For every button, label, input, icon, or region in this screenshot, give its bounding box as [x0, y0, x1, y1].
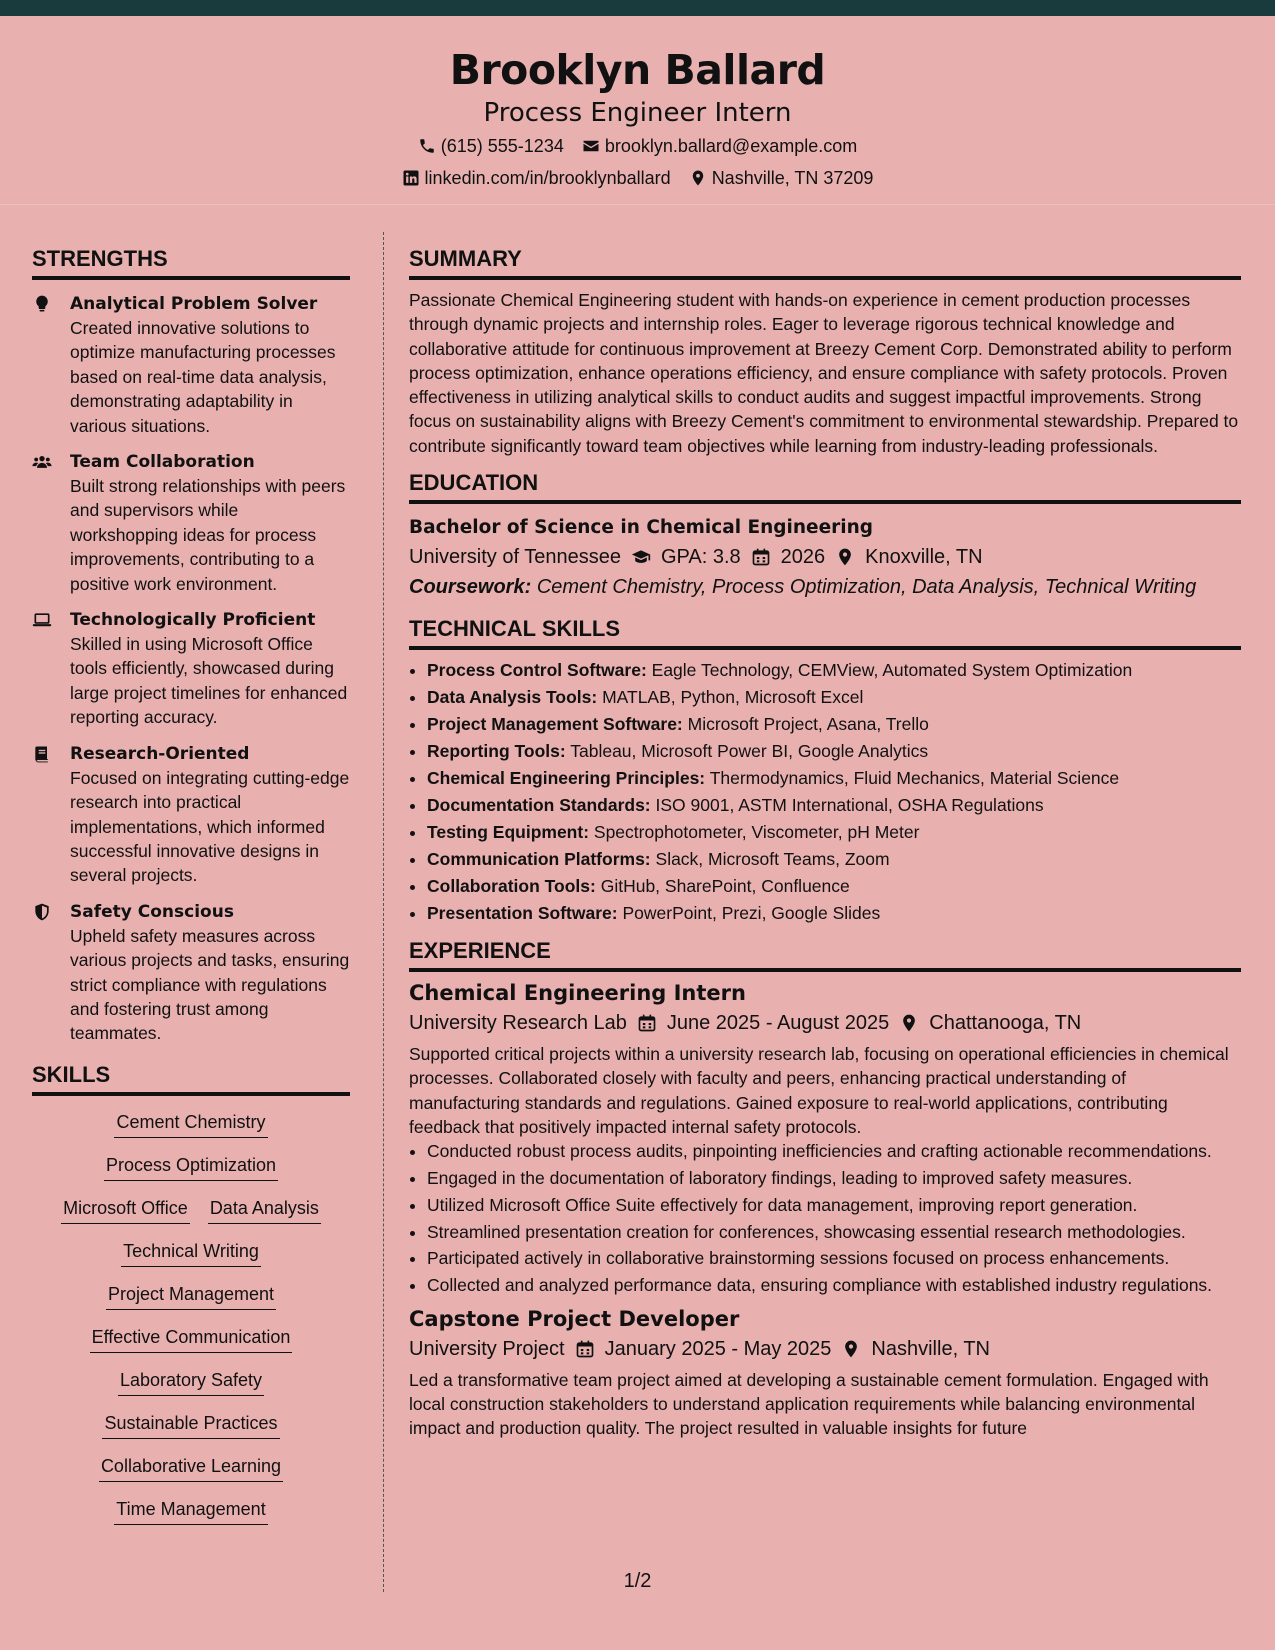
- phone-icon: [418, 137, 436, 155]
- skill-tag: Collaborative Learning: [99, 1452, 283, 1482]
- skill-value: Thermodynamics, Fluid Mechanics, Material Science: [709, 768, 1120, 789]
- strength-title: Research-Oriented: [70, 743, 250, 764]
- strength-item: [32, 292, 350, 438]
- skill-tag: Sustainable Practices: [102, 1409, 279, 1439]
- skill-tag: Data Analysis: [208, 1194, 321, 1224]
- contact-phone: [418, 130, 564, 162]
- lightbulb-icon: [32, 292, 70, 438]
- page-number: 1/2: [623, 1570, 652, 1592]
- calendar-icon: [637, 1013, 657, 1033]
- contact-location: [689, 162, 874, 194]
- contact-row-1: [0, 130, 1275, 162]
- linkedin-text[interactable]: linkedin.com/in/brooklynballard: [424, 168, 671, 188]
- strength-title: Technologically Proficient: [70, 610, 316, 631]
- skill-label: Collaboration Tools:: [427, 876, 596, 897]
- skill-label: Presentation Software:: [427, 903, 618, 924]
- laptop-icon: [32, 608, 70, 730]
- users-icon: [32, 450, 70, 596]
- list-item: [427, 685, 1241, 710]
- technical-skills-heading: TECHNICAL SKILLS: [409, 614, 1241, 650]
- grad-year: 2026: [780, 546, 826, 569]
- skill-label: Documentation Standards:: [427, 795, 651, 816]
- list-item: [427, 847, 1241, 872]
- skill-label: Communication Platforms:: [427, 849, 651, 870]
- job-meta: [409, 1334, 1241, 1364]
- list-item: • Conducted robust process audits, pinpointing inefficiencies and crafting actionable recommendations.: [427, 1139, 1241, 1163]
- school-name: University of Tennessee: [409, 546, 621, 569]
- list-item: • Engaged in the documentation of laboratory findings, leading to improved safety measures.: [427, 1166, 1241, 1190]
- list-item: [427, 874, 1241, 899]
- map-pin-icon: [841, 1339, 861, 1359]
- list-item: • Collected and analyzed performance data, ensuring compliance with established industry regulations.: [427, 1273, 1241, 1297]
- coursework-text: Cement Chemistry, Process Optimization, Data Analysis, Technical Writing: [536, 576, 1197, 599]
- list-item: • Participated actively in collaborative brainstorming sessions focused on process enhancements.: [427, 1246, 1241, 1270]
- skill-label: Chemical Engineering Principles:: [427, 768, 706, 789]
- location-text: Nashville, TN 37209: [711, 168, 874, 188]
- skill-value: Spectrophotometer, Viscometer, pH Meter: [593, 822, 920, 843]
- skill-value: MATLAB, Python, Microsoft Excel: [602, 687, 864, 708]
- strength-desc: Focused on integrating cutting-edge research into practical implementations, which informed successful innovative designs in several projects.: [70, 767, 350, 886]
- summary-text: Passionate Chemical Engineering student with hands-on experience in cement production processes through dynamic projects and internship roles. Eager to leverage rigorous technical knowledge and collaborative attitude for continuous improvement at Breezy Cement Corp. Demonstrated ability to perform process optimization, enhance operations efficiency, and ensure compliance with safety protocols. Proven effectiveness in utilizing analytical skills to conduct audits and suggest impactful improvements. Strong focus on sustainability aligns with Breezy Cement's commitment to environmental stewardship. Prepared to contribute significantly toward team objectives while learning from industry-leading professionals.: [409, 290, 1239, 456]
- job-meta: [409, 1008, 1241, 1038]
- linkedin-icon: [402, 169, 420, 187]
- strength-title: Analytical Problem Solver: [70, 294, 318, 314]
- skill-value: GitHub, SharePoint, Confluence: [600, 876, 850, 897]
- skill-value: PowerPoint, Prezi, Google Slides: [622, 903, 881, 924]
- list-item: [427, 766, 1241, 791]
- coursework: [409, 572, 1241, 602]
- skill-value: Eagle Technology, CEMView, Automated System Optimization: [651, 660, 1133, 681]
- job-title: Capstone Project Developer: [409, 1306, 740, 1331]
- job-location: Nashville, TN: [871, 1337, 990, 1360]
- resume-header: [0, 16, 1275, 205]
- map-pin-icon: [899, 1013, 919, 1033]
- skill-tag: Cement Chemistry: [114, 1108, 267, 1138]
- job-description: Supported critical projects within a university research lab, focusing on operational efficiencies in chemical processes. Collaborated closely with faculty and peers, enhancing practical understanding of manufacturing standards and regulations. Gained exposure to real-world applications, contributing feedback that positively impacted internal safety protocols.: [409, 1044, 1229, 1137]
- email-text[interactable]: brooklyn.ballard@example.com: [604, 136, 858, 156]
- list-item: [427, 901, 1241, 926]
- skill-tag: Process Optimization: [104, 1151, 278, 1181]
- skills-list: [32, 1108, 350, 1525]
- skills-heading: SKILLS: [32, 1060, 350, 1096]
- map-pin-icon: [689, 169, 707, 187]
- job-bullets: [409, 1139, 1241, 1297]
- technical-skills-list: [409, 658, 1241, 926]
- skill-label: Reporting Tools:: [427, 741, 566, 762]
- strengths-heading: STRENGTHS: [32, 244, 350, 280]
- strength-item: [32, 608, 350, 730]
- skill-value: Slack, Microsoft Teams, Zoom: [655, 849, 890, 870]
- job-dates: January 2025 - May 2025: [604, 1337, 832, 1360]
- job-location: Chattanooga, TN: [929, 1012, 1082, 1035]
- job-org: University Project: [409, 1337, 565, 1360]
- column-divider: [383, 232, 384, 1592]
- list-item: [427, 712, 1241, 737]
- skill-value: Tableau, Microsoft Power BI, Google Analytics: [570, 741, 929, 762]
- envelope-icon: [582, 137, 600, 155]
- skill-label: Project Management Software:: [427, 714, 683, 735]
- job-org: University Research Lab: [409, 1012, 627, 1035]
- calendar-icon: [751, 547, 771, 567]
- job-description: Led a transformative team project aimed at developing a sustainable cement formulation. Engaged with local construction stakeholders to understand application requirements while balancing environmental impact and production quality. The project resulted in valuable insights for future: [409, 1369, 1209, 1439]
- list-item: • Streamlined presentation creation for conferences, showcasing essential research methodologies.: [427, 1220, 1241, 1244]
- coursework-label: Coursework:: [409, 576, 532, 599]
- strength-desc: Upheld safety measures across various projects and tasks, ensuring strict compliance with regulations and fostering trust among teammates.: [70, 925, 350, 1044]
- skill-tag: Time Management: [114, 1495, 267, 1525]
- strength-item: [32, 742, 350, 888]
- strength-desc: Created innovative solutions to optimize manufacturing processes based on real-time data analysis, demonstrating adaptability in various situations.: [70, 318, 336, 436]
- strength-desc: Skilled in using Microsoft Office tools efficiently, showcased during large project timelines for enhanced reporting accuracy.: [70, 634, 348, 728]
- candidate-name: Brooklyn Ballard: [449, 46, 826, 94]
- skill-label: Process Control Software:: [427, 660, 647, 681]
- skill-tag: Microsoft Office: [61, 1194, 190, 1224]
- graduation-cap-icon: [631, 547, 651, 567]
- map-pin-icon: [835, 547, 855, 567]
- skill-label: Testing Equipment:: [427, 822, 590, 843]
- shield-icon: [32, 900, 70, 1046]
- skill-label: Data Analysis Tools:: [427, 687, 598, 708]
- school-location: Knoxville, TN: [865, 546, 983, 569]
- book-icon: [32, 742, 70, 888]
- list-item: [427, 793, 1241, 818]
- left-column: [32, 244, 350, 1538]
- list-item: • Utilized Microsoft Office Suite effectively for data management, improving report generation.: [427, 1193, 1241, 1217]
- skill-value: ISO 9001, ASTM International, OSHA Regulations: [655, 795, 1044, 816]
- job-title: Chemical Engineering Intern: [409, 981, 746, 1006]
- candidate-role: Process Engineer Intern: [483, 98, 792, 128]
- contact-row-2: [0, 162, 1275, 194]
- skill-tag: Effective Communication: [90, 1323, 293, 1353]
- calendar-icon: [575, 1339, 595, 1359]
- list-item: [427, 739, 1241, 764]
- summary-heading: SUMMARY: [409, 244, 1241, 280]
- right-column: [409, 244, 1241, 1440]
- contact-email[interactable]: [582, 130, 857, 162]
- strength-item: [32, 900, 350, 1046]
- top-bar: [0, 0, 1275, 16]
- contact-linkedin[interactable]: [402, 162, 671, 194]
- skill-tag: Technical Writing: [121, 1237, 261, 1267]
- strength-desc: Built strong relationships with peers and supervisors while workshopping ideas for process improvements, contributing to a positive work environment.: [70, 476, 346, 594]
- experience-heading: EXPERIENCE: [409, 936, 1241, 972]
- degree-title: Bachelor of Science in Chemical Engineering: [409, 517, 874, 539]
- list-item: [427, 658, 1241, 683]
- job-dates: June 2025 - August 2025: [666, 1012, 890, 1035]
- phone-text: (615) 555-1234: [440, 136, 564, 156]
- gpa-text: GPA: 3.8: [660, 546, 741, 569]
- skill-tag: Project Management: [106, 1280, 276, 1310]
- skill-value: Microsoft Project, Asana, Trello: [687, 714, 929, 735]
- strength-item: [32, 450, 350, 596]
- strength-title: Team Collaboration: [70, 452, 255, 473]
- list-item: [427, 820, 1241, 845]
- education-meta: [409, 542, 1241, 572]
- education-heading: EDUCATION: [409, 468, 1241, 504]
- skill-tag: Laboratory Safety: [118, 1366, 264, 1396]
- strength-title: Safety Conscious: [70, 901, 234, 922]
